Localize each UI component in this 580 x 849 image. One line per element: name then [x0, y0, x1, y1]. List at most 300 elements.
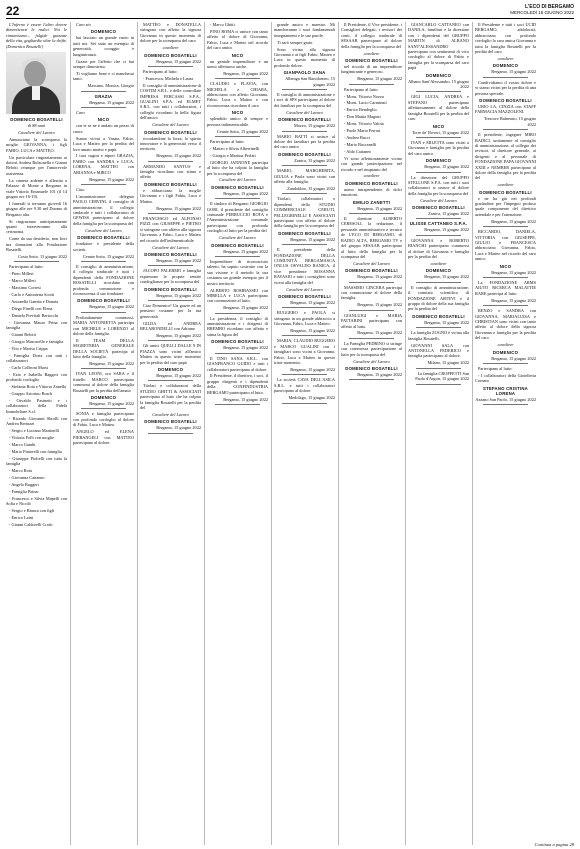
deceased-name-text: NICO	[231, 52, 244, 58]
notice-epithet: Cavaliere del Lavoro	[420, 197, 457, 203]
deceased-name	[341, 200, 402, 205]
notice-text: hai lasciato un grande vuoto in tutti noi. Sei stato un esempio di generosità, coraggio e lungimiranza.	[73, 35, 134, 57]
deceased-name-text: DOMENICO BOSATELLI	[345, 366, 398, 371]
notice-text: Condividiamo il vostro dolore e vi siamo vicini per la perdita di una persona speciale.	[475, 79, 536, 96]
notice-place-date: Bergamo, 15 giugno 2022	[223, 345, 268, 351]
notice-text: Il sindaco di Bergamo GIORGIO GORI, il presidente del consiglio comunale FERRUCCIO ROTA e l'Amministrazione comunale partecipano con profondo cordoglio al lutto per la perdita del	[207, 201, 268, 234]
notice-text: Ciao Domenico! Un grazie ed un pensiero costante per la tua generosità.	[140, 302, 201, 319]
notice-place-date: Bergamo, 15 giugno 2022	[357, 330, 402, 336]
notice-divider	[215, 353, 260, 354]
issue-date: MERCOLEDÌ 15 GIUGNO 2022	[510, 10, 574, 15]
notice-place-date: Bergamo, 15 giugno 2022	[156, 332, 201, 338]
deceased-name	[207, 53, 268, 58]
notice-divider	[416, 384, 461, 385]
notice-place-date: Zandobbio, 15 giugno 2022	[287, 185, 335, 191]
notice-text: - Famiglia Brinzi	[9, 488, 39, 494]
notice-text: - Stefania Roia e Vittorio Zanella	[9, 384, 67, 390]
notice-divider	[349, 379, 394, 380]
deceased-name	[274, 117, 335, 122]
deceased-name	[73, 298, 134, 303]
notice-place-date: Bergamo, 15 giugno 2022	[357, 302, 402, 308]
notice-text: - Giuseppe Pioltelli con tutta la famiglia	[6, 455, 67, 467]
notice-place-date: Medolago, 15 giugno 2022	[288, 395, 335, 401]
notice-text: Siamo vicini a Vanna, Fabio, Luca e Matteo per la perdita del loro amato marito e papà.	[73, 135, 134, 152]
deceased-name	[274, 294, 335, 299]
notice-text: splendido amico di sempre e persona indimenticabile.	[207, 116, 268, 127]
notice-divider	[148, 300, 193, 301]
notice-divider	[282, 165, 327, 166]
notice-epithet: Cavaliere del Lavoro	[152, 411, 189, 417]
notice-place-date: Milano, 15 giugno 2022	[427, 360, 469, 366]
notice-epithet: L'Inferno è essere l'altro dovere dimenticarsi le radici. Noi le rimuoviamo... fulgide guizzate della vita, gagliardie oltre la drifte. (Domenico Bosatelli)	[6, 22, 67, 49]
deceased-name-text: DOMENICO BOSATELLI	[412, 205, 465, 211]
notice-text: - Ezio e Isabella Baggeri con profondo cordoglio	[6, 371, 67, 383]
continued-note: Continua a pagina 28	[534, 842, 574, 847]
notice-text: RUGGERO e PAOLA si stringono in un grande abbraccio a Giovanna, Fabio, Luca e Matteo.	[274, 310, 335, 327]
notice-text: - Osvaldo Pasinetti e i collaboratori della Fidelà Immobiliare S.r.l.	[6, 398, 67, 414]
deceased-name-text: EMILIO ZANETTI	[353, 199, 390, 205]
deceased-name	[274, 152, 335, 157]
notice-text: uomo intraprendente di dolci emozioni.	[341, 186, 402, 198]
deceased-name	[207, 110, 268, 115]
notice-epithet: Cavaliere del Lavoro	[85, 227, 122, 233]
notice-epithet: Cavaliere del Lavoro	[286, 286, 323, 292]
notice-place-date: Bergamo, 15 giugno 2022	[223, 248, 268, 254]
portrait-collar	[32, 86, 40, 100]
deceased-name	[73, 117, 134, 122]
notice-divider	[81, 107, 126, 108]
notice-epithet: Cavaliere del Lavoro	[219, 235, 256, 241]
notice-text: Titolari e collaboratori della STUDIO GHITTI & ASSOCIATI partecipano al lutto che ha colpito la famiglia Bosatelli per la perdita del	[140, 383, 201, 411]
notice-text: Il presidente della FONDAZIONE DELLA COMUNITÀ BERGAMASCA ONLUS OSVALDO RANICA, il vice presidente ROSANNA RAVASIO e tutti i consiglieri sono vicini alla famiglia del	[274, 247, 335, 285]
notice-text: grande amico e maestro. Mi mancheranno i suoi fondamentali insegnamenti e le sue parole.	[274, 22, 335, 38]
deceased-name-text: DOMENICO BOSATELLI	[144, 286, 197, 292]
notice-divider	[349, 310, 394, 311]
notice-text: - Matteo e Silvia Albertinelli	[210, 145, 260, 151]
notice-text: Partecipano al lutto:	[9, 264, 44, 270]
notice-text: La società CAVA DELL'ASILA S.R.L. e tutti i collaboratori partecipano al dolore.	[274, 377, 335, 394]
notice-text: - Mons. Vittorio Valota	[344, 121, 384, 127]
notice-divider	[483, 277, 528, 278]
notice-divider	[416, 235, 461, 236]
notice-text: Partecipano al lutto:	[210, 139, 245, 144]
notice-text: MARIA, CLAUDIO RUGGERO e MARCO GUALINI con i famigliari sono vicini a Giovanna, Fabio, Luca e Matteo in questo triste momento.	[274, 338, 335, 366]
notice-divider	[349, 84, 394, 85]
deceased-name-text: DOMENICO BOSATELLI	[479, 97, 532, 103]
notice-text: Partecipano al lutto:	[143, 68, 178, 74]
notice-epithet: cavaliere	[363, 173, 380, 179]
notice-divider	[148, 213, 193, 214]
notice-place-date: Bergamo, 15 giugno 2022	[156, 373, 201, 378]
notice-divider	[81, 261, 126, 262]
column-1	[6, 22, 67, 845]
notice-text: IVAN LEONI, ora SARA e il fratello MARCO partecipano commossi al dolore della famiglia Bosatelli per la perdita dell'amato	[73, 371, 134, 393]
deceased-name-text: DOMENICO BOSATELLI	[278, 230, 331, 236]
notice-text: La presidenza, il consiglio di amministrazione e i dirigenti di BREMBO ricordano con affetto e stima la figura del	[207, 315, 268, 337]
notice-text: GIOVANNI SALA con ANTONELLA FEDERICO e famiglia partecipano al dolore.	[408, 342, 469, 359]
notice-divider	[416, 368, 461, 369]
notice-place-date: Bergamo, 15 giugno 2022	[491, 218, 536, 224]
notice-text: Ti vogliamo bene e ci mancherai tanto.	[73, 70, 134, 82]
notice-text: - Marco Ghitti	[210, 22, 235, 27]
notice-text: Il TEAM DELLA SEGRETERIA GENERALE DELLA SOCIETÀ partecipa al lutto della famiglia.	[73, 337, 134, 360]
notice-place-date: La famiglia CROPPETTI San Paolo d'Argon, 15 giugno 2022	[415, 370, 469, 382]
deceased-name-text: DOMENICO BOSATELLI	[144, 181, 197, 187]
deceased-name	[140, 130, 201, 135]
deceased-name-text: DOMENICO BOSATELLI	[77, 235, 130, 241]
notice-text: Annunciano la scomparsa la moglie GIOVANNA, i figli FABIO, LUCA e MATTEO.	[6, 136, 67, 153]
deceased-name-text: DOMENICO	[425, 158, 452, 164]
notice-text: Il direttore ALBERTO CERESOLI, la redazione, il personale amministrativo e tecnico de L'ECO DI BERGAMO, di RADIO ALTA, BERGAMO TV e del gruppo SESAAB partecipano al lutto della famiglia per la scomparsa del	[341, 216, 402, 259]
notice-text: - Don Mattia Magoni	[344, 114, 381, 120]
deceased-name	[408, 124, 469, 129]
notice-divider	[349, 282, 394, 283]
notice-text: Il Presidente, il direttivo, i soci, il gruppo dirigenti e i dipendenti della CONFINDUSTRIA BERGAMO partecipano al lutto.	[207, 373, 268, 395]
deceased-name-text: DOMENICO BOSATELLI	[144, 419, 197, 425]
notice-divider	[483, 226, 528, 227]
notice-text: - Enrico Laini	[9, 514, 34, 520]
notice-divider	[215, 78, 260, 79]
notice-place-date: Cenate Sotto, 15 giugno 2022	[216, 128, 268, 134]
notice-text: MARIO BATTI si unisce al dolore dei familiari per la perdita del caro amico	[274, 133, 335, 150]
notice-text: Come da sua desiderio, non fiori ma donazioni alla Fondazione Bosatelli.	[6, 236, 67, 253]
notice-place-date: Bergamo, 15 giugno 2022	[357, 76, 402, 82]
notice-place-date: Zanica, 15 giugno 2022	[428, 211, 469, 217]
deceased-name	[341, 58, 402, 63]
newspaper-name: L'ECO DI BERGAMO	[525, 4, 574, 10]
notice-divider	[81, 312, 126, 313]
deceased-name-text: DOMENICO	[492, 63, 519, 69]
notice-epithet: Cavaliere del Lavoro	[353, 260, 390, 266]
notice-text: ALBERTO BOMBASSEI con MIRELLA e LUCA partecipano con commozione al lutto.	[207, 287, 268, 304]
notice-epithet: cavaliere	[497, 342, 514, 348]
column-5	[271, 22, 335, 845]
notice-text: Profondamente commossi, MARIA ANTONIETTA partecipa con MICHELE e LORENZO al dolore della famiglia.	[73, 314, 134, 336]
notice-text: - Carlo e Antonietta Scotti	[9, 292, 55, 297]
deceased-name-text: DOMENICO BOSATELLI	[412, 313, 465, 319]
notice-divider	[148, 161, 193, 162]
deceased-name	[408, 221, 469, 226]
deceased-name-text: DOMENICO BOSATELLI	[211, 184, 264, 190]
notice-text: - Andrea Bucci	[344, 135, 371, 140]
notice-text: Il consiglio di amministrazione e i soci di SPS partecipano al dolore dei familiari per la scomparsa del	[274, 92, 335, 108]
notice-place-date: Bergamo, 15 giugno 2022	[89, 99, 134, 105]
notice-text: Sono vicino alla signora Giovanna e ai figli Fabio, Matteo e Luca in questo momento di profondo dolore.	[274, 46, 335, 68]
notice-place-date: Albenga San Bartolomeo, 15 giugno 2022	[285, 76, 335, 87]
notice-text: Partecipano al lutto:	[344, 86, 379, 92]
notice-place-date: Bergamo, 15 giugno 2022	[156, 292, 201, 298]
notice-text: La famiglia ZOGNO è vicina alla famiglia Bosatelli.	[408, 330, 469, 341]
deceased-name-text: DOMENICO	[425, 268, 452, 274]
deceased-name-text: DOMENICO	[492, 349, 519, 355]
notice-place-date: Bergamo, 15 giugno 2022	[223, 190, 268, 196]
notice-text: SONIA e famiglia partecipano con profondo cordoglio al dolore di Fabio, Luca e Matteo.	[73, 411, 134, 428]
deceased-name-text: DOMENICO BOSATELLI	[144, 52, 197, 58]
notice-divider	[416, 172, 461, 173]
notice-text: CLAUDIO e FLAVIA, con MICHELA e CHIARA, abbracciano con affetto Giovanna, Fabio, Luca e Matteo e con riconoscenza ricordano il caro	[207, 81, 268, 108]
notice-place-date: Bergamo, 15 giugno 2022	[491, 69, 536, 75]
notice-place-date: Bergamo, 15 giugno 2022	[156, 257, 201, 263]
notice-epithet: Cavaliere del Lavoro	[353, 358, 390, 364]
deceased-name	[408, 158, 469, 163]
deceased-name	[140, 287, 201, 292]
deceased-name	[341, 366, 402, 371]
notice-epithet: Cavaliere del Lavoro	[152, 244, 189, 250]
notice-divider	[282, 193, 327, 194]
notice-text: - Famiglia Doria con tutti i collaboratori	[6, 352, 67, 364]
notice-text: IVAN e MILETTA sono vicini a Giovanna e famiglia per la perdita del caro amico	[408, 139, 469, 156]
notice-place-date: Bergamo, 15 giugno 2022	[89, 304, 134, 310]
notice-place-date: Bergamo, 15 giugno 2022	[223, 396, 268, 402]
deceased-name-text: NICO	[499, 263, 512, 269]
notice-place-date: Bergamo, 15 giugno 2022	[290, 299, 335, 305]
notice-divider	[483, 305, 528, 306]
notice-text: - Carlo Colleoni Marsi	[9, 364, 49, 370]
notice-text: - Paolo Maria Ferrari	[344, 128, 381, 134]
column-2	[70, 22, 134, 845]
deceased-name	[408, 314, 469, 319]
notice-text: - Angelo Ruggeri	[9, 481, 39, 487]
page-header	[6, 4, 574, 19]
notice-text: La direzione del GRUPPO STELLONE S.P.A. con tutti i suoi collaboratori si unisce al dolore della famiglia per la scomparsa del	[408, 174, 469, 196]
notice-text: - Gruppo Astorino Bosch	[9, 391, 53, 397]
deceased-name	[207, 243, 268, 248]
notice-text: - Piero Milleri	[9, 271, 34, 277]
notice-text: - Sergio e Bianca con figli	[9, 507, 55, 513]
notice-place-date: Bergamo, 15 giugno 2022	[156, 153, 201, 159]
column-6	[338, 22, 402, 845]
notice-text: GILDA ed ANDREA BELABONDELLI con Adriano	[140, 320, 201, 332]
notice-text: - Francesco e Silvia Mapelli con Sofia e Nicolò	[6, 495, 67, 506]
column-7	[405, 22, 469, 845]
portrait-head	[24, 61, 46, 87]
notice-text: Il Presidente e tutti i soci UCID BERGAMO, addolorati, abbracciano con profondo cordoglio la cara amica Giovanna e tutta la famiglia Bosatelli per la perdita del caro	[475, 22, 536, 55]
notice-place-date: Azzano San Paolo, 15 giugno 2022	[475, 396, 536, 402]
deceased-name-text: DOMENICO BOSATELLI	[479, 189, 532, 195]
notice-text: - Giovanna Cattaneo	[9, 474, 45, 480]
notice-text: RICCARDO, DANIELA, VITTORIA con GIUSEPPE, GIULIO e FRANCESCA abbracciano Giovanna, Fabio, Luca e Matteo nel ricordo del caro amico	[475, 229, 536, 262]
deceased-name	[475, 63, 536, 68]
notice-text: - Antonella Gamba e Donata	[9, 298, 59, 304]
notice-text: Gli amici QUELLI DALLE 9 IN PIAZZA sono vicini all'amico Matteo in questo triste momento per la perdita del caro papà	[140, 343, 201, 365]
notice-text: - Giorgio Mascarello e famiglia	[9, 338, 64, 344]
notice-divider	[282, 374, 327, 375]
deceased-name	[207, 339, 268, 344]
notice-epithet: cavaliere	[430, 261, 447, 266]
notice-text: Grazie per l'affetto che ci hai sempre dimostrato.	[73, 58, 134, 69]
column-8	[472, 22, 536, 845]
notice-text: JACOPO PALERMO e famiglia esprimono le proprie sentite condoglianze per la scomparsa del	[140, 268, 201, 285]
notice-text: - Mons. Vittorio Nozza	[344, 93, 384, 99]
notice-text: Un particolare ringraziamento ai dottori Andrea Bolzonella e Gianni Belotti ovunque per l'amorevole assistenza.	[6, 154, 67, 176]
notice-place-date: Bergamo, 15 giugno 2022	[357, 274, 402, 280]
deceased-name-text: NICO	[97, 117, 110, 123]
column-4	[204, 22, 268, 845]
notice-text: La camera ardente è allestita a Palazzo di Monte a Bergamo in viale Vittorio Emanuele 101 (il 14 giugno ore 16-19).	[6, 177, 67, 199]
notice-text: Partecipano al lutto:	[478, 365, 513, 371]
notice-text: ARMANDO SANTUS e famiglia ricordano con stima e affetto	[140, 163, 201, 180]
notice-place-date: Bergamo, 15 giugno 2022	[89, 401, 134, 407]
notice-place-date: Bergamo, 15 giugno 2022	[424, 227, 469, 233]
notice-text: GIGI LUCIA, ANDREA e STEFANO partecipano affettuosamente al dolore della famiglia Bosatelli per la perdita del caro	[408, 94, 469, 122]
notice-place-date: Bergamo, 15 giugno 2022	[156, 58, 201, 64]
deceased-name	[140, 182, 201, 187]
notice-text: Il TINO SANA S.R.L. con GIANFRANCO GUIDO e tutti i collaboratori partecipano al dolore.	[207, 355, 268, 372]
notice-divider	[215, 136, 260, 137]
notice-divider	[416, 282, 461, 283]
deceased-name-text: DOMENICO BOSATELLI	[211, 339, 264, 345]
deceased-name-text: DOMENICO BOSATELLI	[144, 251, 197, 257]
notice-text: I funerali si terranno giovedì 16 giugno alle ore 9.30 nel Duomo di Bergamo alta.	[6, 200, 67, 217]
notice-place-date: Costa Sotto, 13 giugno 2022	[17, 253, 67, 259]
deceased-name-text: DOMENICO	[90, 395, 117, 401]
deceased-name-text: DOMENICO	[90, 29, 117, 35]
deceased-name-text: DOMENICO BOSATELLI	[345, 57, 398, 63]
notice-text: - Gianni Caldorelli Crotti	[9, 521, 53, 527]
notice-divider	[81, 184, 126, 185]
notice-divider	[148, 66, 193, 67]
notice-text: - Mario Baccanelli	[344, 141, 377, 147]
notice-divider	[215, 198, 260, 199]
notice-text: Si ringraziano anticipatamente quanti interverranno alla cerimonia.	[6, 218, 67, 235]
notice-text: - Marco Rota	[9, 467, 32, 473]
deceased-name	[408, 268, 469, 273]
notice-divider	[483, 77, 528, 78]
notice-text: RENZO e SANDRA con GIOVANNA, MARIALUISA e CHRISTIAN sono vicini con tanto affetto al dolore della signora Giovanna e famiglia per la perdita del caro	[475, 308, 536, 341]
notice-divider	[148, 433, 193, 434]
notice-epithet: Ciao	[76, 186, 85, 192]
notice-divider	[282, 307, 327, 308]
notice-divider	[282, 244, 327, 245]
column-3	[137, 22, 201, 845]
notice-divider	[416, 91, 461, 92]
notice-text: I tuoi cugini e nipoti GRAZIA, FABIO con SANDRA e LUCA, LORENA, MATTEO con ARIANNA e MIRCO	[73, 153, 134, 175]
notice-place-date: Bergamo, 15 giugno 2022	[491, 269, 536, 275]
notice-text: - Mario Finiorelli con famiglia	[9, 448, 62, 454]
deceased-name	[140, 419, 201, 424]
notice-text: - Gianni Belotti	[9, 331, 36, 337]
notice-text: - Marco Milleri	[9, 278, 36, 284]
notice-divider	[81, 368, 126, 369]
notice-place-date: Bergamo, 15 giugno 2022	[290, 328, 335, 334]
notice-epithet: di 88 anni	[27, 123, 46, 129]
notice-place-date: Bergamo, 15 giugno 2022	[357, 205, 402, 211]
deceased-name	[475, 98, 536, 103]
notice-text: Titolari, collaboratori e dipendenti dello STUDIO COMMERCIALE CERUTI, PELLEGRINELLI E ASSOCIATI partecipano con affetto al dolore della famiglia per la scomparsa del	[274, 196, 335, 229]
notice-divider	[416, 137, 461, 138]
notice-text: GIANCARLO CATTANEO con DANILA, familiari e la direzione con i dipendenti del GRUPPO MARTIN di ALBANO SANT'ALESSANDRO partecipano con sentimenti di vivo cordoglio al dolore di Fabio e famiglia per la scomparsa del caro papà	[408, 22, 469, 71]
notice-text: - I collaboratori della Gioielleria Cornaro	[475, 372, 536, 384]
deceased-name	[140, 53, 201, 58]
notice-text: e ne ha già nei profondi gratitudine per l'impegno profuso quale componente del direttivo aziendale e per l'attenzione.	[475, 195, 536, 217]
notice-text: - Marco Gambi	[9, 441, 36, 447]
notice-epithet: Cavaliere del Lavoro	[219, 177, 256, 183]
deceased-name-text: DOMENICO BOSATELLI	[278, 151, 331, 157]
notice-place-date: Albano Sant'Alessandro, 15 giugno 2022	[408, 78, 469, 90]
notice-epithet: Cavaliere del Lavoro	[286, 109, 323, 115]
notice-divider	[215, 313, 260, 314]
notice-text: PINO ROMA ci unisce con tanto affetto al dolore di Giovanna, Fabio, Luca e Matteo nel ricordo del caro amico	[207, 28, 268, 51]
notice-place-date: Bergamo, 15 giugno 2022	[424, 164, 469, 170]
notice-place-date: Bergamo, 15 giugno 2022	[223, 70, 268, 76]
notice-epithet: Caro	[76, 109, 85, 115]
notice-text: - Francesca, Michela e Laura	[143, 75, 193, 81]
deceased-name-text: NICO	[432, 123, 445, 129]
notice-text: Il presidente, ingegner MIRO RADICI, unitamente al consiglio di amministrazione, al collegio dei revisori, al direttore generale, ai dirigenti e al personale di FONDAZIONE PAPA GIOVANNI XXIII e NEMBER partecipano al dolore della famiglia per la perdita del	[475, 132, 536, 181]
notice-text: - Enrico Bendeglio	[344, 107, 377, 113]
notice-text: nel ricordo di un imprenditore lungimirante e generoso.	[341, 63, 402, 75]
deceased-name-text: DOMENICO	[425, 72, 452, 78]
deceased-name	[341, 181, 402, 186]
notice-epithet: cavaliere	[497, 55, 514, 61]
notice-place-date: Cenate Sotto, 15 giugno 2022	[82, 253, 134, 259]
portrait-photo	[6, 52, 66, 114]
notice-epithet: cavaliere	[497, 182, 514, 188]
notice-divider	[483, 363, 528, 364]
notice-text: fondatore e presidente della società.	[73, 241, 134, 252]
deceased-name-text: GRAZIA	[94, 93, 113, 99]
notice-place-date: Bergamo, 15 giugno 2022	[491, 355, 536, 361]
deceased-name	[140, 367, 201, 372]
notice-place-date: Torre de' Roveri, 15 giugno 2022	[411, 129, 469, 135]
notice-text: URIO LA, CINZIA con STAFF FARMACIA MAZZOLENI.	[475, 103, 536, 115]
notice-divider	[148, 265, 193, 266]
notice-divider	[81, 408, 126, 409]
notice-place-date: Bergamo, 15 giugno 2022	[89, 361, 134, 366]
page-number: 22	[6, 4, 20, 18]
deceased-name	[408, 205, 469, 210]
notice-text: Imprenditore di riconosciuto talento, ha saputo costruire con la sua visione e il metodo la sua costanza un grande esempio per il nostro territorio.	[207, 259, 268, 286]
deceased-name	[73, 94, 134, 99]
notice-divider	[148, 340, 193, 341]
notice-divider	[215, 404, 260, 405]
notice-divider	[349, 338, 394, 339]
deceased-name	[73, 395, 134, 400]
notice-text: MASSIMO CINCERA partecipa con commozione al dolore della famiglia.	[341, 284, 402, 301]
notice-place-date: Bergamo, 15 giugno 2022	[223, 305, 268, 311]
notice-epithet: cavaliere	[363, 50, 380, 56]
notice-divider	[282, 131, 327, 132]
notice-text: - Mons. Lucio Carminati	[344, 100, 387, 106]
notice-text: - Sergio e Luciano Martinelli	[9, 428, 60, 434]
notice-text: Il consiglio di amministrazione, il collegio sindacale e tutti i dipendenti della FONDAZIONE BOSATELLI ricordano con profonda commozione e riconoscenza il suo fondatore	[73, 263, 134, 296]
notice-text: GIOVANNA e ROBERTO BIANCHI partecipano commossi al dolore di Giovanna e famiglia per la perdita del	[408, 237, 469, 260]
deceased-name	[408, 73, 469, 78]
notice-text: GIORGIO JANNONE partecipa al lutto che ha colpito la famiglia per la scomparsa del	[207, 159, 268, 176]
notice-text: Il consiglio di amministrazione di COSTIM S.R.L. e delle controllate IMPRESA FERCASSI S.P.A., GUALINI S.P.A. ed ELMET S.R.L. con tutti i collaboratori, i colleghi ricordano la bella figura dell'amico	[140, 82, 201, 121]
notice-divider	[483, 129, 528, 130]
notice-text: Il Presidente, il Vice presidente, i Consiglieri delegati, i revisori dei conti, il collegio sindacale di SESAAB partecipano al dolore della famiglia per la scomparsa del	[341, 22, 402, 49]
notice-text: MATTEO e DONATELLA stringono con affetto la signora Giovanna in questo momento di dolore per la scomparsa del caro	[140, 22, 201, 44]
notice-text: - Massimo Cortesi	[9, 285, 41, 291]
notice-place-date: Bergamo, 15 giugno 2022	[89, 176, 134, 182]
notice-text: Il consiglio di amministrazione, il comitato scientifico di FONDAZIONE ARTEVI e il gruppo di dolore della sua famiglia per la perdita del	[408, 284, 469, 312]
notice-place-date: Bergamo, 15 giugno 2022	[357, 372, 402, 377]
notice-text: - Giorgio e Martina Perlati	[210, 152, 256, 158]
deceased-name-text: DOMENICO BOSATELLI	[278, 293, 331, 299]
deceased-name-text: STEFANO CRISTINA LORENA	[483, 385, 528, 396]
deceased-name-text: DOMENICO BOSATELLI	[144, 129, 197, 135]
deceased-name	[475, 350, 536, 355]
notice-epithet: cavaliere	[162, 45, 179, 51]
deceased-name	[73, 235, 134, 240]
notice-epithet: Cavaliere del Lavoro	[18, 129, 55, 135]
notice-text: con te se ne è andato un pezzo di cuore.	[73, 123, 134, 134]
deceased-name-text: DOMENICO BOSATELLI	[278, 117, 331, 123]
deceased-name	[341, 268, 402, 273]
notice-text: - Daniela Previtali Bertocchi	[9, 312, 59, 318]
deceased-name-text: GIANPAOLO SANA	[283, 70, 326, 76]
